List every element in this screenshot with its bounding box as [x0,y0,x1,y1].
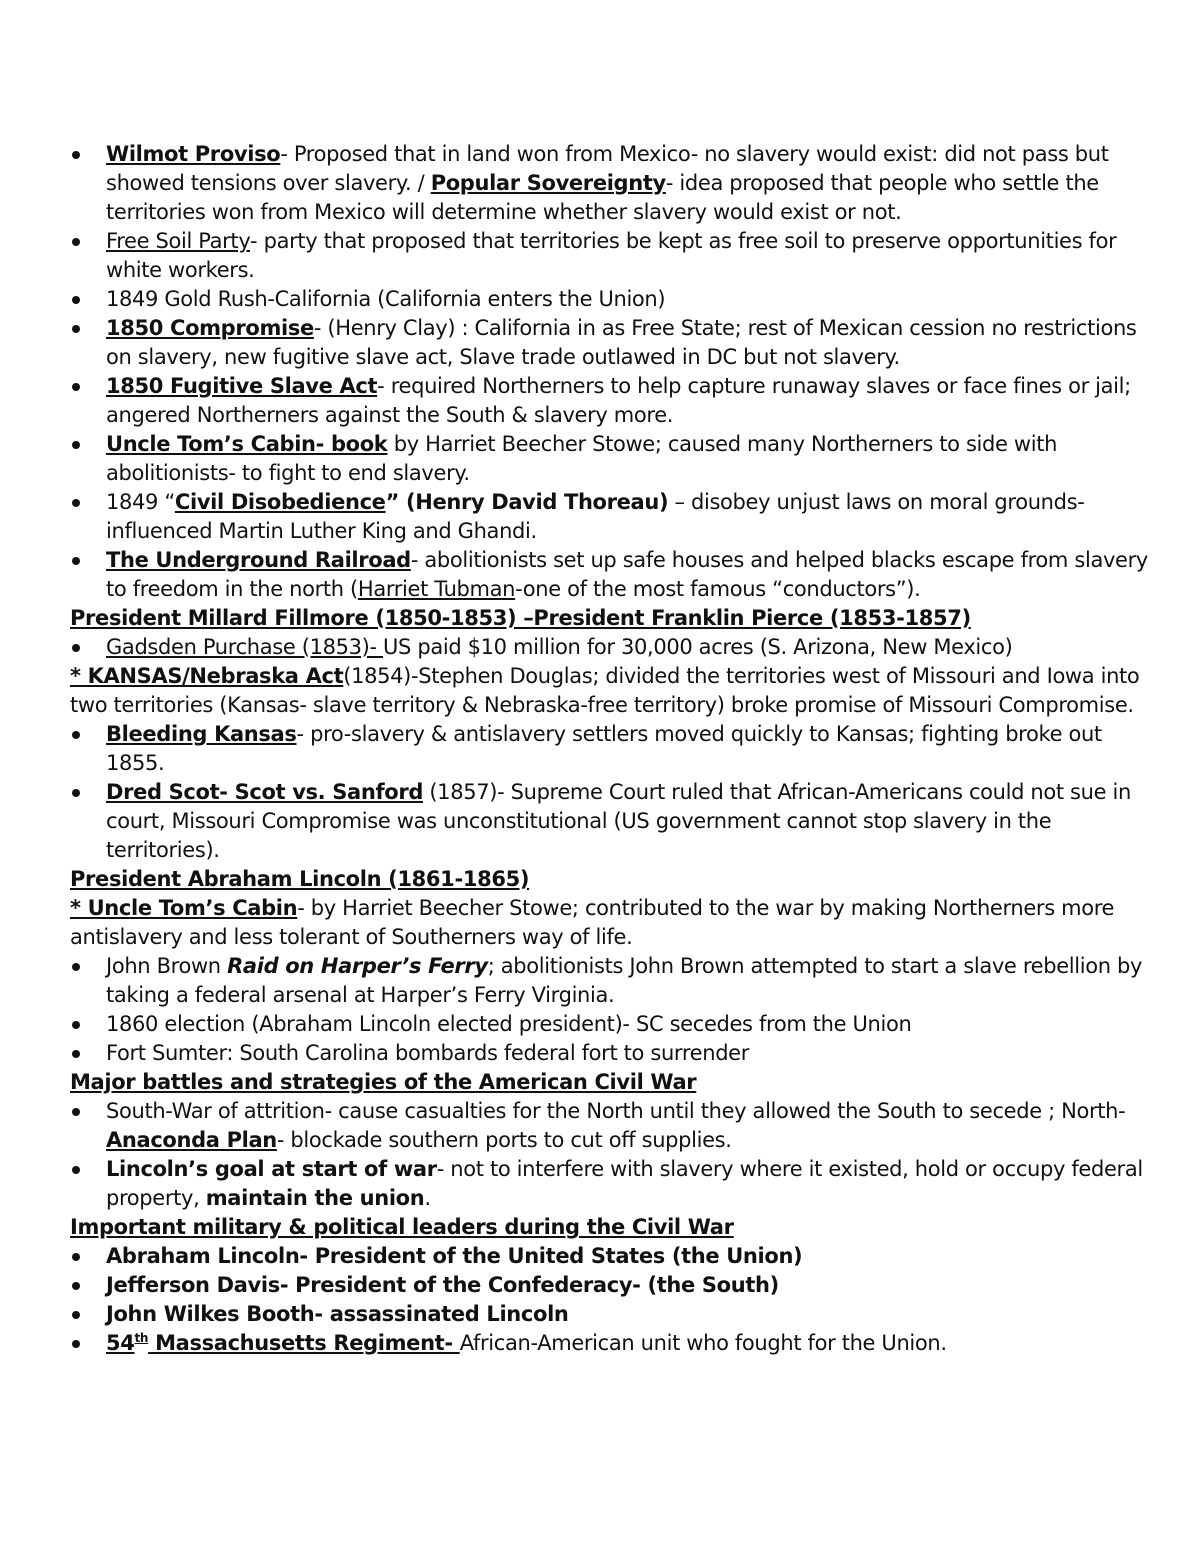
notes-page [70,140,1155,1358]
list-item: 54th Massachusetts Regiment- African-American unit who fought for the Union. [70,1329,1155,1358]
list-item: Dred Scot- Scot vs. Sanford (1857)- Supreme Court ruled that African-Americans could not sue in court, Missouri Compromise was unconstitutional (US government cannot stop slavery in the territories). [70,778,1155,865]
list-item: Gadsden Purchase (1853)- US paid $10 million for 30,000 acres (S. Arizona, New Mexico) [70,633,1155,662]
bullet-icon [72,1021,80,1029]
list-item: Free Soil Party- party that proposed that territories be kept as free soil to preserve opportunities for white workers. [70,227,1155,285]
list-item: 1850 Fugitive Slave Act- required Northerners to help capture runaway slaves or face fines or jail; angered Northerners against the South & slavery more. [70,372,1155,430]
bullet-icon [72,789,80,797]
bullet-icon [72,1253,80,1261]
bullet-icon [72,644,80,652]
list-item: 1849 Gold Rush-California (California enters the Union) [70,285,1155,314]
list-item: Abraham Lincoln- President of the United States (the Union) [70,1242,1155,1271]
list-item: John Brown Raid on Harper’s Ferry; abolitionists John Brown attempted to start a slave rebellion by taking a federal arsenal at Harper’s Ferry Virginia. [70,952,1155,1010]
bullet-icon [72,731,80,739]
section-heading: President Millard Fillmore (1850-1853) –President Franklin Pierce (1853-1857) [70,606,971,630]
list-item: John Wilkes Booth- assassinated Lincoln [70,1300,1155,1329]
list-item: Wilmot Proviso- Proposed that in land won from Mexico- no slavery would exist: did not pass but showed tensions over slavery. / Popular Sovereignty- idea proposed that people who settle the territories won from Mexico will determine whether slavery would exist or not. [70,140,1155,227]
bullet-icon [72,383,80,391]
bullet-icon [72,1166,80,1174]
list-item: 1849 “Civil Disobedience” (Henry David Thoreau) – disobey unjust laws on moral grounds- influenced Martin Luther King and Ghandi. [70,488,1155,546]
bullet-icon [72,1311,80,1319]
bullet-icon [72,1340,80,1348]
section-heading: Major battles and strategies of the American Civil War [70,1070,697,1094]
list-item: Fort Sumter: South Carolina bombards federal fort to surrender [70,1039,1155,1068]
paragraph: * Uncle Tom’s Cabin- by Harriet Beecher Stowe; contributed to the war by making Northerners more antislavery and less tolerant of Southerners way of life. [70,896,1115,949]
bullet-icon [72,557,80,565]
bullet-icon [72,238,80,246]
bullet-icon [72,325,80,333]
section-heading: President Abraham Lincoln (1861-1865) [70,867,530,891]
paragraph: * KANSAS/Nebraska Act(1854)-Stephen Douglas; divided the territories west of Missouri and Iowa into two territories (Kansas- slave territory & Nebraska-free territory) broke promise of Missouri Compromise. [70,664,1140,717]
list-item: Bleeding Kansas- pro-slavery & antislavery settlers moved quickly to Kansas; fighting broke out 1855. [70,720,1155,778]
section-heading: Important military & political leaders during the Civil War [70,1215,734,1239]
bullet-icon [72,296,80,304]
list-item: 1850 Compromise- (Henry Clay) : California in as Free State; rest of Mexican cession no restrictions on slavery, new fugitive slave act, Slave trade outlawed in DC but not slavery. [70,314,1155,372]
bullet-icon [72,1282,80,1290]
list-item: The Underground Railroad- abolitionists set up safe houses and helped blacks escape from slavery to freedom in the north (Harriet Tubman-one of the most famous “conductors”). [70,546,1155,604]
bullet-icon [72,151,80,159]
bullet-icon [72,441,80,449]
bullet-icon [72,499,80,507]
list-item: Jefferson Davis- President of the Confederacy- (the South) [70,1271,1155,1300]
list-item: Lincoln’s goal at start of war- not to interfere with slavery where it existed, hold or occupy federal property, maintain the union. [70,1155,1155,1213]
bullet-icon [72,1108,80,1116]
bullet-icon [72,1050,80,1058]
bullet-icon [72,963,80,971]
list-item: South-War of attrition- cause casualties for the North until they allowed the South to secede ; North-Anaconda Plan- blockade southern ports to cut off supplies. [70,1097,1155,1155]
list-item: Uncle Tom’s Cabin- book by Harriet Beecher Stowe; caused many Northerners to side with abolitionists- to fight to end slavery. [70,430,1155,488]
list-item: 1860 election (Abraham Lincoln elected president)- SC secedes from the Union [70,1010,1155,1039]
